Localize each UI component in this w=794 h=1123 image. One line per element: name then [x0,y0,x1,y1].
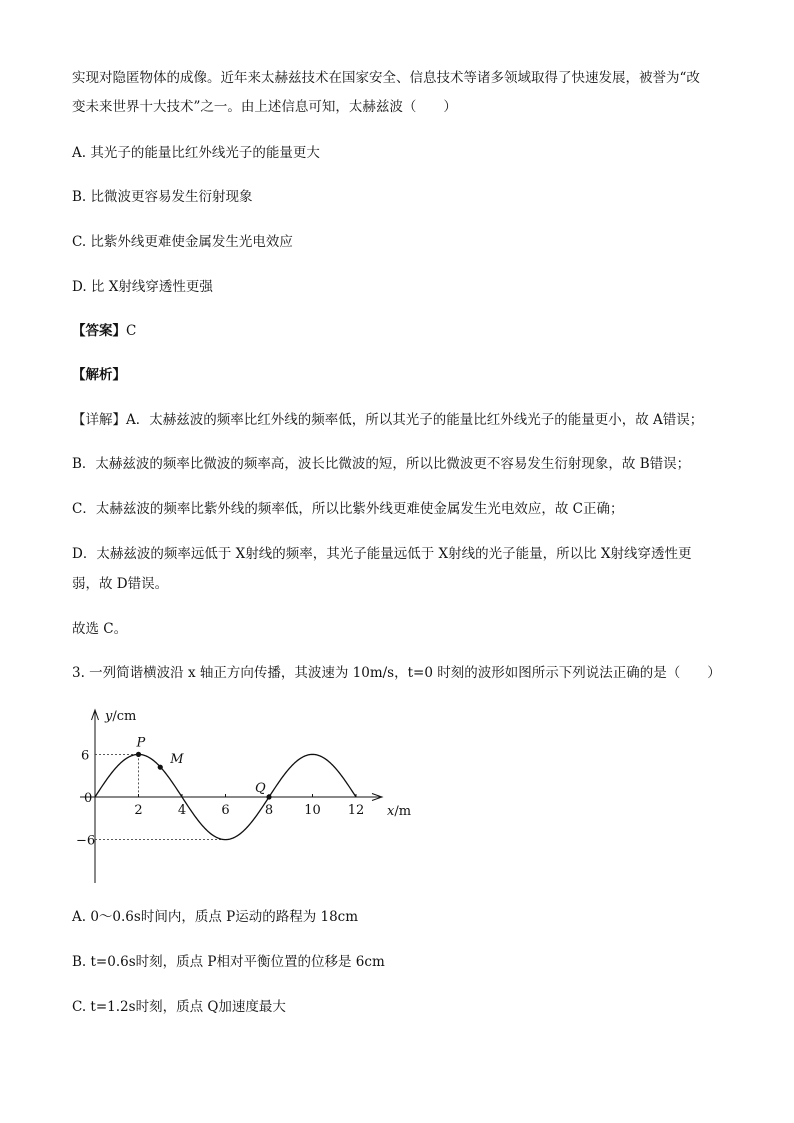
q3-stem: 3. 一列简谐横波沿 x 轴正方向传播，其波速为 10m/s，t=0 时刻的波形如图所示下列说法正确的是（ ） [72,665,721,681]
q2-option-c: C. 比紫外线更难使金属发生光电效应 [72,234,293,250]
q2-option-a: A. 其光子的能量比红外线光子的能量更大 [72,145,320,161]
detail-line-2: B．太赫兹波的频率比微波的频率高，波长比微波的短，所以比微波更不容易发生衍射现象，故 B错误； [72,456,691,472]
intro-line-2: 变未来世界十大技术”之一。由上述信息可知，太赫兹波（ ） [72,99,457,115]
detail-line-5: 弱，故 D错误。 [72,576,169,592]
point-label-q: Q [255,781,266,796]
point-label-p: P [136,735,146,751]
q2-option-d: D. 比 X射线穿透性更强 [72,279,213,295]
origin-label: 0 [84,791,93,806]
x-tick-label: 12 [347,803,365,818]
analysis-label: 【解析】 [72,367,126,383]
answer-value: C [126,323,137,339]
q3-option-b: B. t=0.6s时刻，质点 P相对平衡位置的位移是 6cm [72,954,385,970]
y-tick-label: −6 [76,833,96,849]
detail-line-4: D．太赫兹波的频率远低于 X射线的频率，其光子能量远低于 X射线的光子能量，所以比 X射线穿透性更 [72,546,692,562]
x-tick-label: 10 [304,803,321,818]
point-q [266,794,271,799]
q3-option-a: A. 0～0.6s时间内，质点 P运动的路程为 18cm [72,909,359,925]
x-tick-label: 6 [221,803,230,818]
wave-figure [62,700,422,890]
x-tick-label: 2 [134,803,143,818]
x-tick-label: 8 [264,803,274,818]
x-tick-label: 4 [177,803,187,818]
point-m [158,765,163,770]
q2-option-b: B. 比微波更容易发生衍射现象 [72,189,253,205]
y-tick-label: 6 [81,748,90,764]
intro-line-1: 实现对隐匿物体的成像。近年来太赫兹技术在国家安全、信息技术等诸多领域取得了快速发展，被誉为“改 [72,70,700,86]
answer-label: 【答案】 [72,323,126,339]
detail-line-1: 【详解】A．太赫兹波的频率比红外线的频率低，所以其光子的能量比红外线光子的能量更小，故 A错误； [72,412,704,428]
point-p [136,752,141,757]
answer-line [72,321,136,341]
conclusion: 故选 C。 [72,621,128,637]
q3-option-c: C. t=1.2s时刻，质点 Q加速度最大 [72,999,286,1015]
point-label-m: M [170,752,184,768]
y-axis-label: y/cm [105,709,137,724]
x-axis-label: x/m [387,804,412,819]
detail-line-3: C．太赫兹波的频率比紫外线的频率低，所以比紫外线更难使金属发生光电效应，故 C正确； [72,501,624,517]
